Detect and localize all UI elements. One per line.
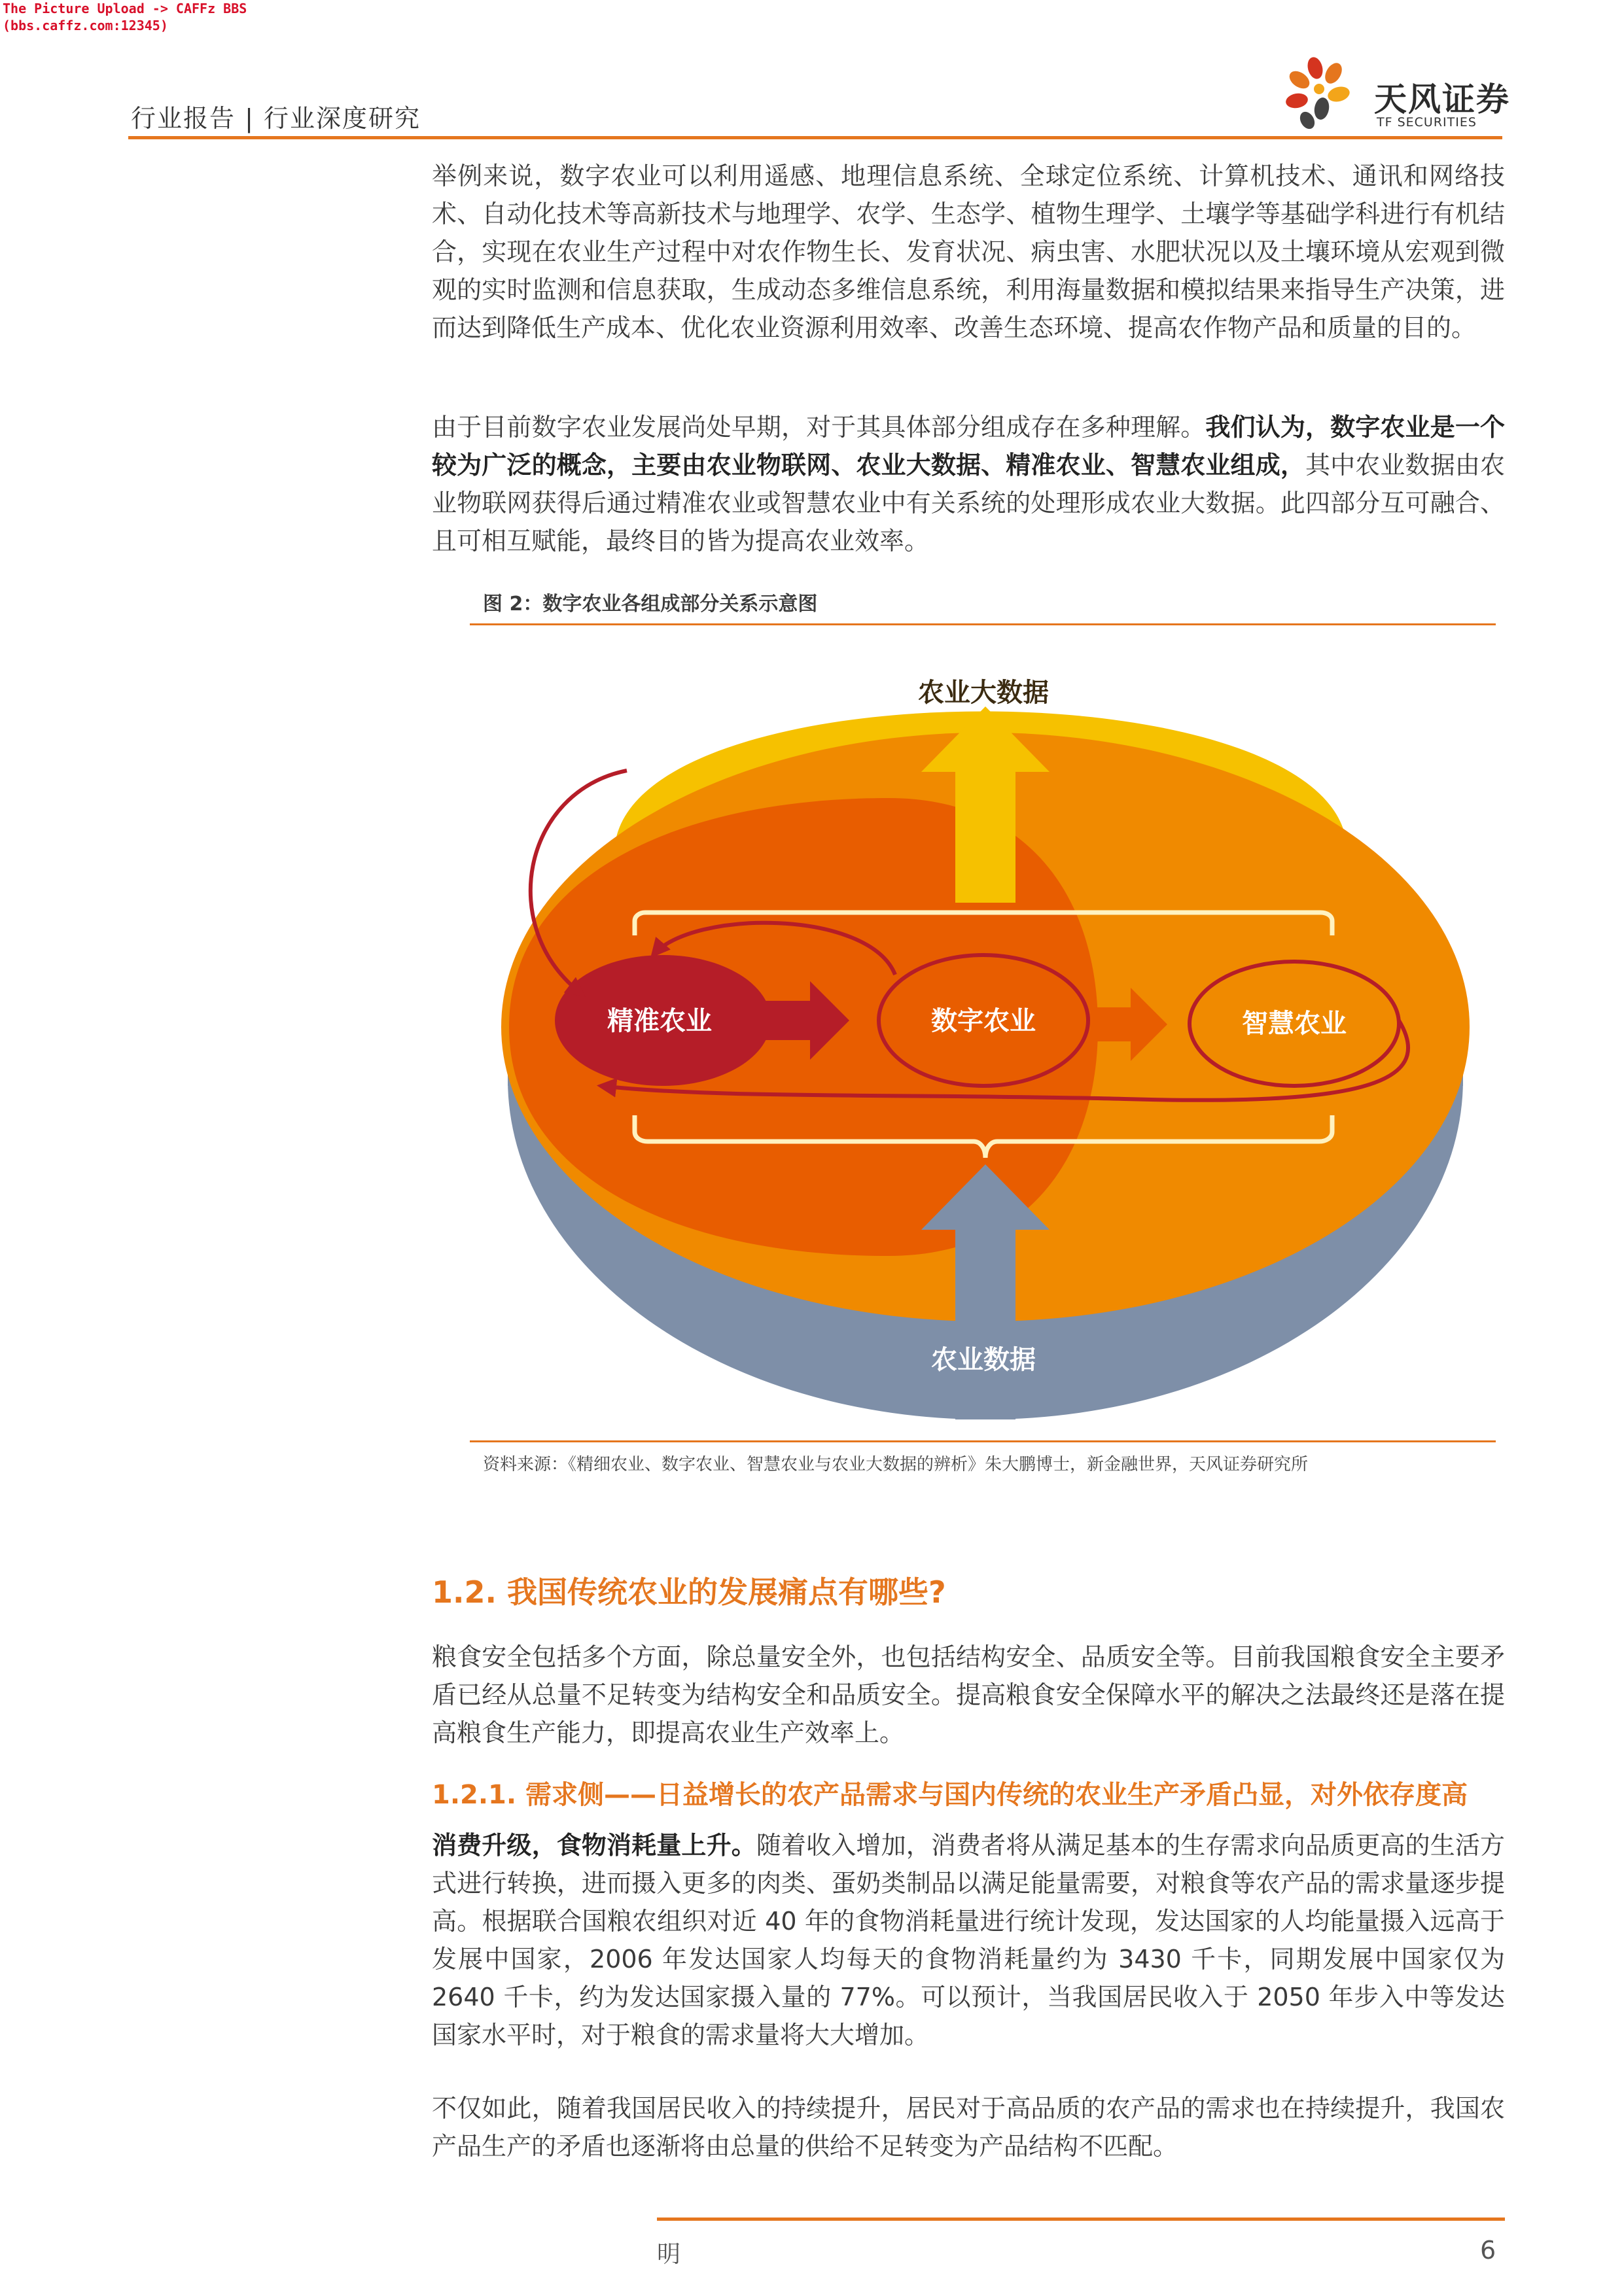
- logo-petals-icon: [1284, 56, 1351, 131]
- watermark-line-2: (bbs.caffz.com:12345): [3, 18, 168, 33]
- label-smart: 智慧农业: [1242, 1009, 1347, 1039]
- brand-name-en: TF SECURITIES: [1377, 115, 1477, 130]
- figure-bottom-rule: [470, 1440, 1496, 1442]
- label-precision: 精准农业: [607, 1006, 712, 1036]
- paragraph-4: [432, 1826, 1505, 2054]
- paragraph-4-bold: 消费升级，食物消耗量上升。: [432, 1831, 756, 1860]
- paragraph-2: [432, 408, 1505, 560]
- label-data: 农业数据: [931, 1345, 1036, 1375]
- label-big-data: 农业大数据: [918, 678, 1049, 708]
- paragraph-5: 不仅如此，随着我国居民收入的持续提升，居民对于高品质的农产品的需求也在持续提升，我国农产品生产的矛盾也逐渐将由总量的供给不足转变为产品结构不匹配。: [432, 2094, 1505, 2161]
- figure-caption: 图 2：数字农业各组成部分关系示意图: [483, 593, 818, 616]
- paragraph-4-text: 随着收入增加，消费者将从满足基本的生存需求向品质更高的生活方式进行转换，进而摄入更多的肉类、蛋奶类制品以满足能量需要，对粮食等农产品的需求量逐步提高。根据联合国粮农组织对近 40 年的食物消耗量进行统计发现，发达国家的人均能量摄入远高于发展中国家，2006 年发达国家人均每天的食物消耗量约为 3430 千卡，同期发展中国家仅为 2640 千卡，约为发达国家摄入量的 77%。可以预计，当我国居民收入于 2050 年步入中等发达国家水平时，对于粮食的需求量将大大增加。: [432, 1831, 1505, 2049]
- watermark-line-1: The Picture Upload -> CAFFz BBS: [3, 1, 247, 16]
- watermark: [3, 0, 247, 34]
- header-divider: [128, 136, 1502, 139]
- paragraph-2-bold: 我们认为，数字农业是一个较为广泛的概念，主要由农业物联网、农业大数据、精准农业、智慧农业组成，: [432, 413, 1505, 479]
- label-digital: 数字农业: [931, 1006, 1036, 1036]
- footer-divider: [657, 2218, 1505, 2221]
- paragraph-2-text-a: 由于目前数字农业发展尚处早期，对于其具体部分组成存在多种理解。: [432, 413, 1206, 442]
- paragraph-3: 粮食安全包括多个方面，除总量安全外，也包括结构安全、品质安全等。目前我国粮食安全主要矛盾已经从总量不足转变为结构安全和品质安全。提高粮食安全保障水平的解决之法最终还是落在提高粮食生产能力，即提高农业生产效率上。: [432, 1643, 1505, 1747]
- subsection-heading: 1.2.1. 需求侧——日益增长的农产品需求与国内传统的农业生产矛盾凸显，对外依存度高: [432, 1780, 1468, 1810]
- paragraph-1: 举例来说，数字农业可以利用遥感、地理信息系统、全球定位系统、计算机技术、通讯和网络技术、自动化技术等高新技术与地理学、农学、生态学、植物生理学、土壤学等基础学科进行有机结合，实现在农业生产过程中对农作物生长、发育状况、病虫害、水肥状况以及土壤环境从宏观到微观的实时监测和信息获取，生成动态多维信息系统，利用海量数据和模拟结果来指导生产决策，进而达到降低生产成本、优化农业资源利用效率、改善生态环境、提高农作物产品和质量的目的。: [432, 162, 1505, 342]
- header-title: 行业报告 | 行业深度研究: [131, 104, 421, 133]
- brand-name-cn: 天风证券: [1374, 80, 1510, 118]
- figure-source: 资料来源：《精细农业、数字农业、智慧农业与农业大数据的辨析》朱大鹏博士，新金融世界，天风证券研究所: [483, 1455, 1309, 1474]
- section-heading: 1.2. 我国传统农业的发展痛点有哪些?: [432, 1574, 946, 1610]
- figure-top-rule: [470, 623, 1496, 625]
- digital-agriculture-diagram: [470, 628, 1496, 1439]
- footer-text: 明: [657, 2241, 681, 2268]
- page-number: 6: [1480, 2236, 1496, 2265]
- paragraph-2-text-b: 其中农业数据由农业物联网获得后通过精准农业或智慧农业中有关系统的处理形成农业大数据。此四部分互可融合、且可相互赋能，最终目的皆为提高农业效率。: [432, 451, 1505, 555]
